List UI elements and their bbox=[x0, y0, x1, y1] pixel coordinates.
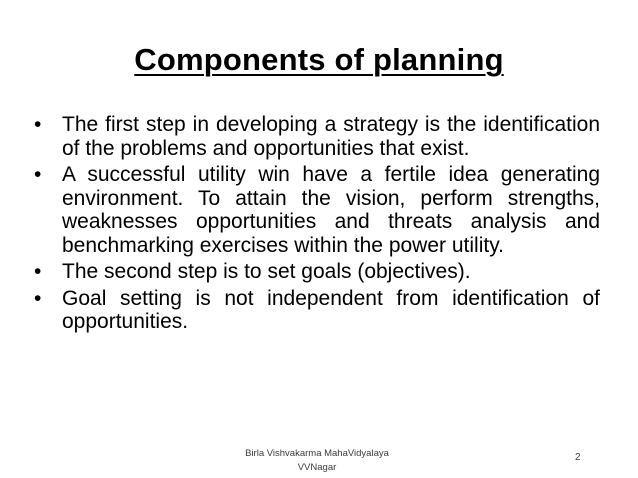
footer-line-location: VVNagar bbox=[297, 462, 337, 473]
bullet-dot: • bbox=[34, 286, 42, 310]
bullet-item bbox=[34, 163, 600, 257]
bullet-item bbox=[34, 260, 600, 284]
bullet-text: A successful utility win have a fertile idea generating environment. To attain the vision, perform strengths, weaknesses opportunities and threats analysis and benchmarking exercises within the power utility. bbox=[62, 163, 600, 257]
page-number: 2 bbox=[575, 452, 581, 463]
bullet-dot: • bbox=[34, 113, 42, 136]
footer-text bbox=[219, 447, 415, 475]
bullet-dot: • bbox=[34, 260, 42, 283]
bullet-dot: • bbox=[34, 163, 42, 186]
bullet-item bbox=[34, 287, 600, 334]
slide-title: Components of planning bbox=[134, 42, 504, 77]
bullet-list bbox=[34, 113, 600, 337]
footer-line-institution: Birla Vishvakarma MahaVidyalaya bbox=[245, 448, 389, 459]
bullet-item bbox=[34, 113, 600, 160]
bullet-text: The first step in developing a strategy is the identification of the problems and opportunities that exist. bbox=[62, 113, 600, 160]
bullet-text: The second step is to set goals (objectives). bbox=[62, 260, 471, 283]
bullet-text: Goal setting is not independent from identification of opportunities. bbox=[62, 286, 600, 333]
